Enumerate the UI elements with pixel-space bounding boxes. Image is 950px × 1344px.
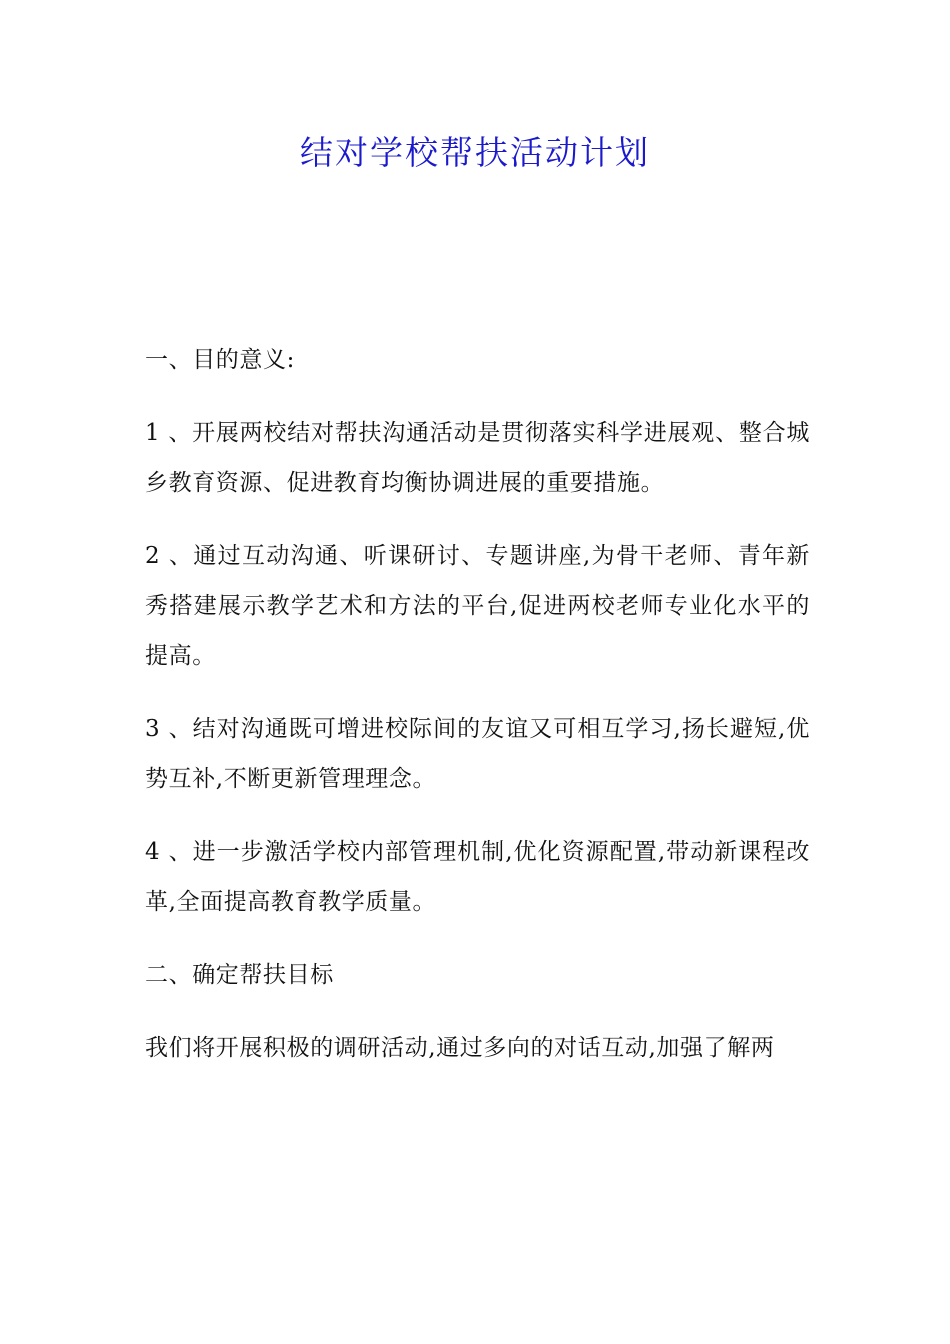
document-body: [145, 335, 810, 1096]
section-heading-purpose: 一、目的意义:: [145, 347, 295, 373]
section-heading-goals: 二、确定帮扶目标: [145, 962, 334, 988]
paragraph-item-2: 2 、通过互动沟通、听课研讨、专题讲座,为骨干老师、青年新秀搭建展示教学艺术和方法的平台,促进两校老师专业化水平的提高。: [145, 543, 810, 669]
paragraph-item-1: 1 、开展两校结对帮扶沟通活动是贯彻落实科学进展观、整合城乡教育资源、促进教育均衡协调进展的重要措施。: [145, 420, 810, 496]
document-title: 结对学校帮扶活动计划: [300, 133, 650, 172]
paragraph-item-4: 4 、进一步激活学校内部管理机制,优化资源配置,带动新课程改革,全面提高教育教学质量。: [145, 839, 810, 915]
paragraph-item-3: 3 、结对沟通既可增进校际间的友谊又可相互学习,扬长避短,优势互补,不断更新管理理念。: [145, 716, 810, 792]
paragraph-goals-intro: 我们将开展积极的调研活动,通过多向的对话互动,加强了解两: [145, 1035, 775, 1061]
